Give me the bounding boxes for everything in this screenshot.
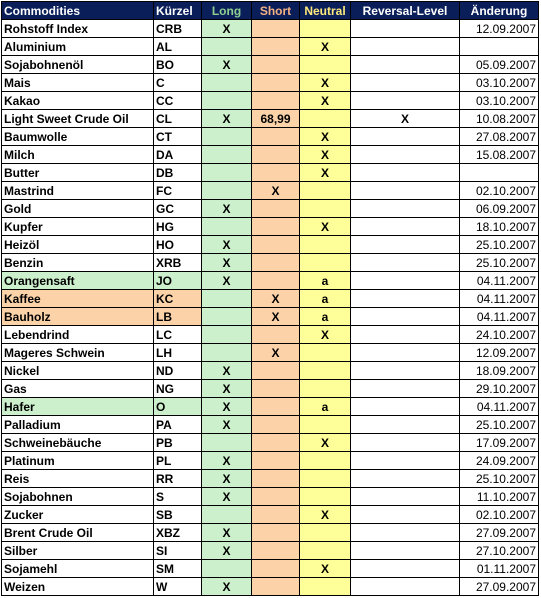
short-cell[interactable]: 68,99 (252, 110, 300, 128)
table-body (2, 20, 539, 596)
aenderung-cell[interactable]: 04.11.2007 (460, 290, 539, 308)
kuerzel-cell[interactable]: CL (154, 110, 202, 128)
kuerzel-cell[interactable]: LB (154, 308, 202, 326)
commodity-name-cell[interactable]: Heizöl (2, 236, 154, 254)
table-row (2, 128, 539, 146)
long-cell[interactable]: X (202, 380, 252, 398)
long-cell[interactable]: X (202, 488, 252, 506)
header-row (2, 2, 539, 20)
kuerzel-cell[interactable]: PB (154, 434, 202, 452)
kuerzel-cell[interactable]: PL (154, 452, 202, 470)
long-cell[interactable]: X (202, 272, 252, 290)
table-row (2, 254, 539, 272)
kuerzel-cell[interactable]: SM (154, 560, 202, 578)
table-row (2, 542, 539, 560)
short-cell[interactable] (252, 452, 300, 470)
table-row (2, 398, 539, 416)
commodity-name-cell[interactable]: Zucker (2, 506, 154, 524)
aenderung-cell[interactable]: 06.09.2007 (460, 200, 539, 218)
table-row (2, 380, 539, 398)
commodity-name-cell[interactable]: Kaffee (2, 290, 154, 308)
commodity-name-cell[interactable]: Sojabohnen (2, 488, 154, 506)
neutral-cell[interactable] (300, 200, 351, 218)
table-row (2, 146, 539, 164)
neutral-cell[interactable]: a (300, 398, 351, 416)
table-row (2, 182, 539, 200)
aenderung-cell[interactable]: 24.10.2007 (460, 326, 539, 344)
neutral-cell[interactable] (300, 470, 351, 488)
neutral-cell[interactable]: X (300, 218, 351, 236)
short-cell[interactable]: X (252, 290, 300, 308)
table-row (2, 272, 539, 290)
neutral-cell[interactable]: X (300, 92, 351, 110)
long-cell[interactable] (202, 164, 252, 182)
short-cell[interactable] (252, 326, 300, 344)
header-short[interactable]: Short (252, 2, 300, 20)
commodity-name-cell[interactable]: Reis (2, 470, 154, 488)
table-row (2, 434, 539, 452)
neutral-cell[interactable]: a (300, 272, 351, 290)
commodity-name-cell[interactable]: Sojamehl (2, 560, 154, 578)
short-cell[interactable] (252, 542, 300, 560)
aenderung-cell[interactable]: 27.08.2007 (460, 128, 539, 146)
aenderung-cell[interactable]: 29.10.2007 (460, 380, 539, 398)
long-cell[interactable] (202, 434, 252, 452)
kuerzel-cell[interactable]: GC (154, 200, 202, 218)
aenderung-cell[interactable]: 25.10.2007 (460, 254, 539, 272)
reversal-level-cell[interactable] (351, 488, 460, 506)
kuerzel-cell[interactable]: PA (154, 416, 202, 434)
aenderung-cell[interactable]: 04.11.2007 (460, 308, 539, 326)
table-header (2, 2, 539, 20)
neutral-cell[interactable] (300, 488, 351, 506)
aenderung-cell[interactable]: 12.09.2007 (460, 344, 539, 362)
long-cell[interactable]: X (202, 236, 252, 254)
reversal-level-cell[interactable] (351, 92, 460, 110)
short-cell[interactable] (252, 218, 300, 236)
kuerzel-cell[interactable]: HG (154, 218, 202, 236)
short-cell[interactable] (252, 128, 300, 146)
long-cell[interactable]: X (202, 452, 252, 470)
aenderung-cell[interactable]: 04.11.2007 (460, 272, 539, 290)
neutral-cell[interactable] (300, 380, 351, 398)
kuerzel-cell[interactable]: NG (154, 380, 202, 398)
neutral-cell[interactable] (300, 452, 351, 470)
neutral-cell[interactable]: X (300, 74, 351, 92)
kuerzel-cell[interactable]: DA (154, 146, 202, 164)
header-kuerzel[interactable]: Kürzel (154, 2, 202, 20)
kuerzel-cell[interactable]: LC (154, 326, 202, 344)
commodity-name-cell[interactable]: Lebendrind (2, 326, 154, 344)
long-cell[interactable]: X (202, 56, 252, 74)
aenderung-cell[interactable]: 18.09.2007 (460, 362, 539, 380)
neutral-cell[interactable]: X (300, 146, 351, 164)
reversal-level-cell[interactable] (351, 164, 460, 182)
short-cell[interactable] (252, 434, 300, 452)
reversal-level-cell[interactable] (351, 344, 460, 362)
neutral-cell[interactable] (300, 362, 351, 380)
neutral-cell[interactable] (300, 542, 351, 560)
kuerzel-cell[interactable]: JO (154, 272, 202, 290)
kuerzel-cell[interactable]: DB (154, 164, 202, 182)
aenderung-cell[interactable]: 03.10.2007 (460, 74, 539, 92)
neutral-cell[interactable] (300, 416, 351, 434)
commodity-name-cell[interactable]: Aluminium (2, 38, 154, 56)
kuerzel-cell[interactable]: HO (154, 236, 202, 254)
short-cell[interactable] (252, 362, 300, 380)
aenderung-cell[interactable]: 25.10.2007 (460, 236, 539, 254)
short-cell[interactable] (252, 56, 300, 74)
short-cell[interactable] (252, 524, 300, 542)
commodity-name-cell[interactable]: Milch (2, 146, 154, 164)
header-aenderung[interactable]: Änderung (460, 2, 539, 20)
reversal-level-cell[interactable] (351, 452, 460, 470)
short-cell[interactable] (252, 146, 300, 164)
short-cell[interactable]: X (252, 182, 300, 200)
kuerzel-cell[interactable]: FC (154, 182, 202, 200)
header-reversal-level[interactable]: Reversal-Level (351, 2, 460, 20)
short-cell[interactable] (252, 470, 300, 488)
kuerzel-cell[interactable]: XBZ (154, 524, 202, 542)
reversal-level-cell[interactable] (351, 38, 460, 56)
commodity-name-cell[interactable]: Rohstoff Index (2, 20, 154, 38)
commodity-name-cell[interactable]: Sojabohnenöl (2, 56, 154, 74)
short-cell[interactable] (252, 20, 300, 38)
kuerzel-cell[interactable]: LH (154, 344, 202, 362)
kuerzel-cell[interactable]: CT (154, 128, 202, 146)
long-cell[interactable]: X (202, 524, 252, 542)
table-row (2, 524, 539, 542)
aenderung-cell[interactable]: 02.10.2007 (460, 182, 539, 200)
aenderung-cell[interactable]: 25.10.2007 (460, 470, 539, 488)
table-row (2, 38, 539, 56)
commodity-name-cell[interactable]: Bauholz (2, 308, 154, 326)
long-cell[interactable] (202, 218, 252, 236)
reversal-level-cell[interactable] (351, 308, 460, 326)
commodity-name-cell[interactable]: Gold (2, 200, 154, 218)
commodity-name-cell[interactable]: Gas (2, 380, 154, 398)
reversal-level-cell[interactable] (351, 524, 460, 542)
short-cell[interactable]: X (252, 344, 300, 362)
neutral-cell[interactable]: X (300, 38, 351, 56)
table-row (2, 560, 539, 578)
long-cell[interactable] (202, 74, 252, 92)
long-cell[interactable]: X (202, 416, 252, 434)
reversal-level-cell[interactable] (351, 416, 460, 434)
table-row (2, 344, 539, 362)
reversal-level-cell[interactable] (351, 380, 460, 398)
neutral-cell[interactable]: a (300, 308, 351, 326)
long-cell[interactable] (202, 182, 252, 200)
long-cell[interactable]: X (202, 254, 252, 272)
aenderung-cell[interactable]: 03.10.2007 (460, 92, 539, 110)
neutral-cell[interactable]: X (300, 326, 351, 344)
table-row (2, 308, 539, 326)
reversal-level-cell[interactable] (351, 362, 460, 380)
neutral-cell[interactable] (300, 236, 351, 254)
long-cell[interactable] (202, 146, 252, 164)
table-row (2, 326, 539, 344)
long-cell[interactable] (202, 560, 252, 578)
aenderung-cell[interactable]: 04.11.2007 (460, 398, 539, 416)
table-row (2, 290, 539, 308)
commodity-name-cell[interactable]: Mais (2, 74, 154, 92)
reversal-level-cell[interactable] (351, 56, 460, 74)
table-row (2, 452, 539, 470)
table-row (2, 56, 539, 74)
aenderung-cell[interactable]: 27.10.2007 (460, 542, 539, 560)
table-row (2, 20, 539, 38)
table-row (2, 506, 539, 524)
table-row (2, 164, 539, 182)
aenderung-cell[interactable]: 27.09.2007 (460, 524, 539, 542)
short-cell[interactable] (252, 578, 300, 596)
header-commodities[interactable]: Commodities (2, 2, 154, 20)
aenderung-cell[interactable]: 27.09.2007 (460, 578, 539, 596)
long-cell[interactable] (202, 290, 252, 308)
long-cell[interactable] (202, 38, 252, 56)
short-cell[interactable] (252, 254, 300, 272)
reversal-level-cell[interactable]: X (351, 110, 460, 128)
short-cell[interactable] (252, 74, 300, 92)
short-cell[interactable] (252, 92, 300, 110)
table-row (2, 578, 539, 596)
aenderung-cell[interactable] (460, 38, 539, 56)
reversal-level-cell[interactable] (351, 272, 460, 290)
reversal-level-cell[interactable] (351, 74, 460, 92)
reversal-level-cell[interactable] (351, 290, 460, 308)
reversal-level-cell[interactable] (351, 326, 460, 344)
reversal-level-cell[interactable] (351, 146, 460, 164)
long-cell[interactable]: X (202, 542, 252, 560)
reversal-level-cell[interactable] (351, 218, 460, 236)
commodity-name-cell[interactable]: Mastrind (2, 182, 154, 200)
neutral-cell[interactable] (300, 524, 351, 542)
reversal-level-cell[interactable] (351, 182, 460, 200)
aenderung-cell[interactable]: 12.09.2007 (460, 20, 539, 38)
long-cell[interactable]: X (202, 20, 252, 38)
long-cell[interactable] (202, 92, 252, 110)
aenderung-cell[interactable]: 15.08.2007 (460, 146, 539, 164)
reversal-level-cell[interactable] (351, 20, 460, 38)
table-row (2, 470, 539, 488)
short-cell[interactable] (252, 272, 300, 290)
short-cell[interactable] (252, 398, 300, 416)
header-long[interactable]: Long (202, 2, 252, 20)
kuerzel-cell[interactable]: SB (154, 506, 202, 524)
neutral-cell[interactable] (300, 20, 351, 38)
reversal-level-cell[interactable] (351, 560, 460, 578)
long-cell[interactable]: X (202, 578, 252, 596)
neutral-cell[interactable] (300, 182, 351, 200)
short-cell[interactable] (252, 380, 300, 398)
kuerzel-cell[interactable]: RR (154, 470, 202, 488)
kuerzel-cell[interactable]: W (154, 578, 202, 596)
long-cell[interactable]: X (202, 200, 252, 218)
kuerzel-cell[interactable]: KC (154, 290, 202, 308)
neutral-cell[interactable]: X (300, 434, 351, 452)
neutral-cell[interactable] (300, 578, 351, 596)
commodity-name-cell[interactable]: Mageres Schwein (2, 344, 154, 362)
short-cell[interactable] (252, 236, 300, 254)
long-cell[interactable] (202, 308, 252, 326)
neutral-cell[interactable] (300, 254, 351, 272)
kuerzel-cell[interactable]: S (154, 488, 202, 506)
short-cell[interactable] (252, 506, 300, 524)
table-row (2, 92, 539, 110)
commodity-name-cell[interactable]: Silber (2, 542, 154, 560)
commodity-name-cell[interactable]: Butter (2, 164, 154, 182)
commodity-name-cell[interactable]: Kupfer (2, 218, 154, 236)
aenderung-cell[interactable]: 02.10.2007 (460, 506, 539, 524)
kuerzel-cell[interactable]: ND (154, 362, 202, 380)
long-cell[interactable] (202, 326, 252, 344)
long-cell[interactable]: X (202, 470, 252, 488)
neutral-cell[interactable]: X (300, 164, 351, 182)
reversal-level-cell[interactable] (351, 128, 460, 146)
kuerzel-cell[interactable]: O (154, 398, 202, 416)
long-cell[interactable] (202, 128, 252, 146)
short-cell[interactable] (252, 488, 300, 506)
table-row (2, 200, 539, 218)
short-cell[interactable] (252, 560, 300, 578)
neutral-cell[interactable] (300, 344, 351, 362)
neutral-cell[interactable] (300, 56, 351, 74)
commodity-name-cell[interactable]: Hafer (2, 398, 154, 416)
kuerzel-cell[interactable]: BO (154, 56, 202, 74)
reversal-level-cell[interactable] (351, 578, 460, 596)
kuerzel-cell[interactable]: XRB (154, 254, 202, 272)
short-cell[interactable] (252, 200, 300, 218)
commodity-name-cell[interactable]: Brent Crude Oil (2, 524, 154, 542)
commodity-name-cell[interactable]: Benzin (2, 254, 154, 272)
commodity-name-cell[interactable]: Kakao (2, 92, 154, 110)
commodity-name-cell[interactable]: Nickel (2, 362, 154, 380)
aenderung-cell[interactable]: 05.09.2007 (460, 56, 539, 74)
aenderung-cell[interactable]: 11.10.2007 (460, 488, 539, 506)
table-row (2, 488, 539, 506)
commodity-name-cell[interactable]: Schweinebäuche (2, 434, 154, 452)
commodity-name-cell[interactable]: Baumwolle (2, 128, 154, 146)
neutral-cell[interactable]: X (300, 128, 351, 146)
commodity-name-cell[interactable]: Light Sweet Crude Oil (2, 110, 154, 128)
short-cell[interactable] (252, 416, 300, 434)
aenderung-cell[interactable] (460, 164, 539, 182)
table-row (2, 218, 539, 236)
long-cell[interactable]: X (202, 110, 252, 128)
commodity-name-cell[interactable]: Orangensaft (2, 272, 154, 290)
reversal-level-cell[interactable] (351, 506, 460, 524)
reversal-level-cell[interactable] (351, 254, 460, 272)
kuerzel-cell[interactable]: SI (154, 542, 202, 560)
short-cell[interactable]: X (252, 308, 300, 326)
aenderung-cell[interactable]: 10.08.2007 (460, 110, 539, 128)
reversal-level-cell[interactable] (351, 542, 460, 560)
reversal-level-cell[interactable] (351, 200, 460, 218)
commodity-name-cell[interactable]: Weizen (2, 578, 154, 596)
header-neutral[interactable]: Neutral (300, 2, 351, 20)
short-cell[interactable] (252, 164, 300, 182)
long-cell[interactable] (202, 344, 252, 362)
table-row (2, 74, 539, 92)
kuerzel-cell[interactable]: C (154, 74, 202, 92)
reversal-level-cell[interactable] (351, 398, 460, 416)
kuerzel-cell[interactable]: CRB (154, 20, 202, 38)
kuerzel-cell[interactable]: AL (154, 38, 202, 56)
commodity-name-cell[interactable]: Palladium (2, 416, 154, 434)
neutral-cell[interactable]: X (300, 506, 351, 524)
table-row (2, 416, 539, 434)
aenderung-cell[interactable]: 18.10.2007 (460, 218, 539, 236)
reversal-level-cell[interactable] (351, 236, 460, 254)
long-cell[interactable] (202, 506, 252, 524)
reversal-level-cell[interactable] (351, 470, 460, 488)
long-cell[interactable]: X (202, 398, 252, 416)
aenderung-cell[interactable]: 01.11.2007 (460, 560, 539, 578)
commodities-table (1, 1, 539, 596)
long-cell[interactable]: X (202, 362, 252, 380)
neutral-cell[interactable] (300, 110, 351, 128)
kuerzel-cell[interactable]: CC (154, 92, 202, 110)
commodity-name-cell[interactable]: Platinum (2, 452, 154, 470)
short-cell[interactable] (252, 38, 300, 56)
aenderung-cell[interactable]: 17.09.2007 (460, 434, 539, 452)
aenderung-cell[interactable]: 25.10.2007 (460, 416, 539, 434)
table-row (2, 236, 539, 254)
aenderung-cell[interactable]: 24.09.2007 (460, 452, 539, 470)
table-row (2, 110, 539, 128)
neutral-cell[interactable]: a (300, 290, 351, 308)
neutral-cell[interactable]: X (300, 560, 351, 578)
table-row (2, 362, 539, 380)
reversal-level-cell[interactable] (351, 434, 460, 452)
